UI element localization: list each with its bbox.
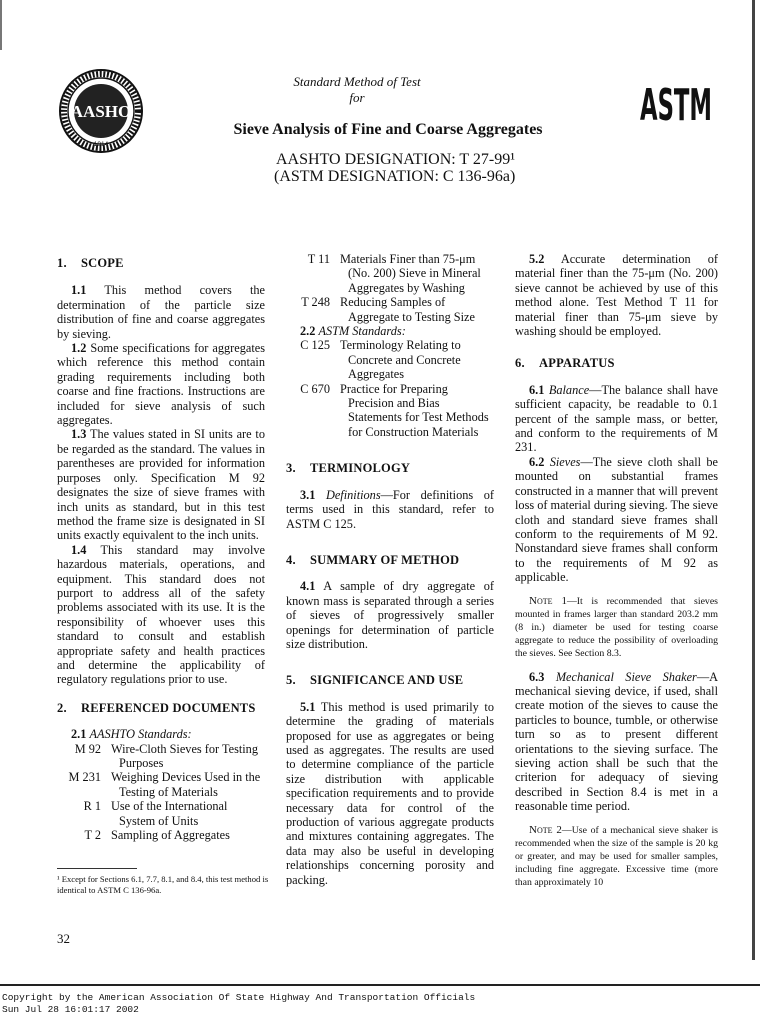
- note: Note 1—It is recommended that sieves mounted in frames larger than standard 203.2 mm (8 in.) diameter be used for testing coarse aggregate to reduce the possibility of overloading the sieves. See Section 8.3.: [515, 594, 718, 659]
- copyright-line: Copyright by the American Association Of State Highway And Transportation Officials: [2, 992, 476, 1003]
- paragraph: 5.1 This method is used primarily to determine the grading of materials proposed for use as aggregates or being used as aggregates. The results are used to determine compliance of the particle size distribution with applicable specification requirements and to provide necessary data for control of the production of various aggregate products and mixtures containing aggregates. The data may also be useful in developing relationships concerning porosity and packing.: [286, 699, 494, 887]
- scan-edge: [752, 0, 755, 960]
- section-heading: 4. SUMMARY OF METHOD: [286, 552, 460, 567]
- copyright-timestamp: Sun Jul 28 16:01:17 2002: [2, 1004, 139, 1015]
- page-title: Sieve Analysis of Fine and Coarse Aggregates: [233, 121, 543, 138]
- header-line2: for: [349, 90, 365, 105]
- aashto-designation: AASHTO DESIGNATION: T 27-99¹: [276, 151, 516, 168]
- page-number: 32: [57, 931, 70, 946]
- column-3: [515, 252, 718, 889]
- svg-text:AASHO: AASHO: [70, 102, 132, 121]
- reference-item: M 92 Wire-Cloth Sieves for Testing Purposes: [74, 741, 258, 770]
- paragraph: 6.3 Mechanical Sieve Shaker—A mechanical sieving device, if used, shall create motion of the sieves to cause the particles to bounce, tumble, or otherwise turn so as to present different orientations to the sieving surface. The sieving action shall be such that the criterion for adequacy of sieving described in Section 8.4 is met in a reasonable time period.: [515, 669, 718, 814]
- note: Note 2—Use of a mechanical sieve shaker is recommended when the size of the sample is 20 kg or greater, and may be used for smaller samples, including fine aggregate. Excessive time (more than approximately 10: [515, 823, 718, 888]
- paragraph: 1.4 This standard may involve hazardous materials, operations, and equipment. This standard does not purport to address all of the safety problems associated with its use. It is the responsibility of whoever uses this standard to consult and establish appropriate safety and health practices and determine the applicability of regulatory regulations prior to use.: [57, 542, 265, 687]
- astm-logo-icon: [638, 68, 714, 131]
- aashto-reference-list: [57, 742, 265, 843]
- reference-item: M 231 Weighing Devices Used in the Testing of Materials: [68, 770, 261, 799]
- header-line1: Standard Method of Test: [293, 74, 421, 89]
- subsection-label: 2.1 AASHTO Standards:: [71, 727, 192, 742]
- seal-year: 1914: [93, 141, 109, 148]
- column-2: [286, 252, 494, 887]
- aashto-reference-list-continued: [286, 252, 494, 324]
- reference-item: T 2 Sampling of Aggregates: [84, 828, 230, 843]
- subsection-label: 2.2 ASTM Standards:: [300, 324, 406, 339]
- footnote-rule: [57, 868, 137, 869]
- paragraph: 5.2 Accurate determination of material finer than the 75-μm (No. 200) sieve cannot be achieved by use of this method alone. Test Method T 11 for material finer than 75-μm sieve by washing should be employed.: [515, 252, 718, 339]
- paragraph: 1.1 This method covers the determination of the particle size distribution of fine and coarse aggregates by sieving.: [57, 283, 265, 341]
- footnote: ¹ Except for Sections 6.1, 7.7, 8.1, and 8.4, this test method is identical to ASTM C 136-96a.: [57, 874, 269, 895]
- reference-item: T 11 Materials Finer than 75-μm (No. 200) Sieve in Mineral Aggregates by Washing: [307, 252, 481, 295]
- section-heading: 1. SCOPE: [57, 256, 124, 270]
- section-heading: 5. SIGNIFICANCE AND USE: [286, 673, 464, 688]
- footer-rule: [0, 984, 760, 986]
- reference-item: C 125 Terminology Relating to Concrete and Concrete Aggregates: [300, 338, 461, 382]
- section-heading: 2. REFERENCED DOCUMENTS: [57, 700, 256, 715]
- section-heading: 6. APPARATUS: [515, 356, 615, 371]
- reference-item: R 1 Use of the International System of Units: [83, 799, 228, 828]
- astm-logo-text: ASTM: [640, 80, 712, 131]
- section-heading: 3. TERMINOLOGY: [286, 461, 411, 476]
- astm-reference-list: [286, 338, 494, 439]
- astm-designation: (ASTM DESIGNATION: C 136-96a): [274, 168, 516, 185]
- paragraph: 1.3 The values stated in SI units are to be regarded as the standard. The values in parentheses are provided for information purposes only. Specification M 92 designates the size of sieve frames with inch units as standard, but in this test method the frame size is designated in SI units exactly equivalent to the inch units.: [57, 427, 265, 543]
- reference-item: C 670 Practice for Preparing Precision and Bias Statements for Test Methods for Construction Materials: [300, 381, 489, 439]
- paragraph: 6.1 Balance—The balance shall have sufficient capacity, be readable to 0.1 percent of the sample mass, or better, and conform to the requirements of M 231.: [515, 382, 718, 455]
- paragraph: 3.1 Definitions—For definitions of terms used in this standard, refer to ASTM C 125.: [286, 487, 495, 531]
- paragraph: 6.2 Sieves—The sieve cloth shall be mounted on substantial frames constructed in a manner that will prevent loss of material during sieving. The sieve cloth and standard sieve frames shall conform to the requirements of M 92. Nonstandard sieve frames shall conform to the requirements of M 92 as applicable.: [515, 454, 718, 585]
- aashto-seal-icon: [58, 68, 144, 154]
- paragraph: 4.1 A sample of dry aggregate of known mass is separated through a series of sieves of progressively smaller openings for determination of particle size distribution.: [286, 579, 494, 651]
- column-1: [57, 256, 265, 842]
- scan-edge: [0, 0, 2, 50]
- reference-item: T 248 Reducing Samples of Aggregate to Testing Size: [301, 295, 475, 324]
- paragraph: 1.2 Some specifications for aggregates which reference this method contain grading requirements including both coarse and fine fractions. Instructions are included for sieve analysis of such aggregates.: [57, 341, 265, 428]
